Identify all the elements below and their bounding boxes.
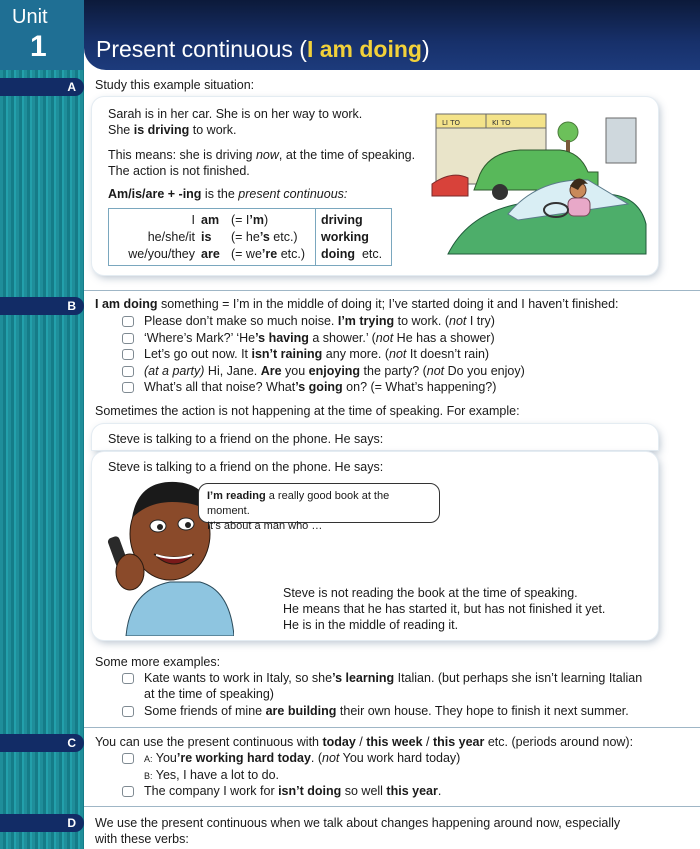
contraction-2: (= he’s etc.) [231,230,298,244]
section-b-lead: I am doing something = I’m in the middle of doing it; I’ve started doing it and I haven’t finished: [95,297,619,311]
verb-is: is [201,230,212,244]
title-bold: I am doing [306,36,422,62]
car-illustration [428,104,650,264]
ing-doing: doing etc. [321,247,383,261]
title-plain: Present continuous ( [96,36,307,62]
section-c-lead: You can use the present continuous with today / this week / this year etc. (periods around now): [95,735,634,749]
checkbox-icon [122,673,134,684]
subject-i: I [191,213,195,227]
page-title [96,36,430,63]
section-letter-c: C [67,736,76,750]
section-letter-d: D [67,816,76,830]
example-c-a: A: You’re working hard today. (not You work hard today) [144,751,461,765]
steve-intro-1: Steve is talking to a friend on the phone. He says: [108,432,384,446]
checkbox-icon [122,333,134,344]
example-b6: Kate wants to work in Italy, so she’s learning Italian. (but perhaps she isn’t learning Italian [144,671,643,685]
unit-word: Unit [12,6,48,28]
steve-note-2: He means that he has started it, but has not finished it yet. [283,602,606,616]
checkbox-icon [122,316,134,327]
steve-note-1: Steve is not reading the book at the time of speaking. [283,586,578,600]
example-b6-cont: at the time of speaking) [144,687,274,701]
section-d-line-1: We use the present continuous when we talk about changes happening around now, especially [95,816,621,830]
example-c-2: The company I work for isn’t doing so well this year. [144,784,442,798]
steve-intro-2: Steve is talking to a friend on the phone. He says: [108,460,384,474]
example-b3: Let’s go out now. It isn’t raining any more. (not It doesn’t rain) [144,347,490,361]
section-tab-d [0,814,84,832]
sometimes-text: Sometimes the action is not happening at the time of speaking. For example: [95,404,520,418]
checkbox-icon [122,753,134,764]
contraction-1: (= I’m) [231,213,269,227]
checkbox-icon [122,366,134,377]
table-divider [315,209,316,265]
example-line-4: The action is not finished. [108,164,250,178]
verb-am: am [201,213,220,227]
subject-he: he/she/it [147,230,195,244]
shop-sign-2: KI TO [492,119,511,127]
subject-we: we/you/they [128,247,195,261]
example-b4: (at a party) Hi, Jane. Are you enjoying the party? (not Do you enjoy) [144,364,525,378]
margin-strip [0,0,84,849]
verb-are: are [201,247,220,261]
shop-sign-1: LI TO [442,119,460,127]
example-b7: Some friends of mine are building their own house. They hope to finish it next summer. [144,704,629,718]
example-line-1: Sarah is in her car. She is on her way to work. [108,107,363,121]
section-letter-a: A [67,80,76,94]
example-b1: Please don’t make so much noise. I’m trying to work. (not I try) [144,314,495,328]
unit-badge [0,0,84,70]
contraction-3: (= we’re etc.) [231,247,306,261]
example-line-2: She is driving to work. [108,123,237,137]
section-tab-b [0,297,84,315]
section-tab-c [0,734,84,752]
section-d-line-2: with these verbs: [95,832,189,846]
title-close: ) [421,36,430,62]
section-divider [84,727,700,728]
section-a-intro: Study this example situation: [95,78,255,92]
speech-bubble [198,483,440,532]
section-tab-a [0,78,84,96]
checkbox-icon [122,706,134,717]
more-examples: Some more examples: [95,655,221,669]
example-b2: ‘Where’s Mark?’ ‘He’s having a shower.’ (not He has a shower) [144,331,495,345]
example-line-3: This means: she is driving now, at the time of speaking. [108,148,416,162]
section-divider [84,290,700,291]
checkbox-icon [122,382,134,393]
example-c-b: B: Yes, I have a lot to do. [144,768,279,782]
unit-number: 1 [30,30,47,63]
checkbox-icon [122,349,134,360]
section-letter-b: B [67,299,76,313]
ing-driving: driving [321,213,363,227]
example-b5: What’s all that noise? What’s going on? (= What’s happening?) [144,380,497,394]
grammar-table [108,208,392,266]
ing-working: working [321,230,369,244]
steve-note-3: He is in the middle of reading it. [283,618,459,632]
checkbox-icon [122,786,134,797]
form-rule: Am/is/are + -ing is the present continuous: [108,187,348,201]
speech-line-2: It’s about a man who … [207,520,323,532]
speech-line-1: I’m reading a really good book at the moment. [207,490,390,517]
section-divider [84,806,700,807]
